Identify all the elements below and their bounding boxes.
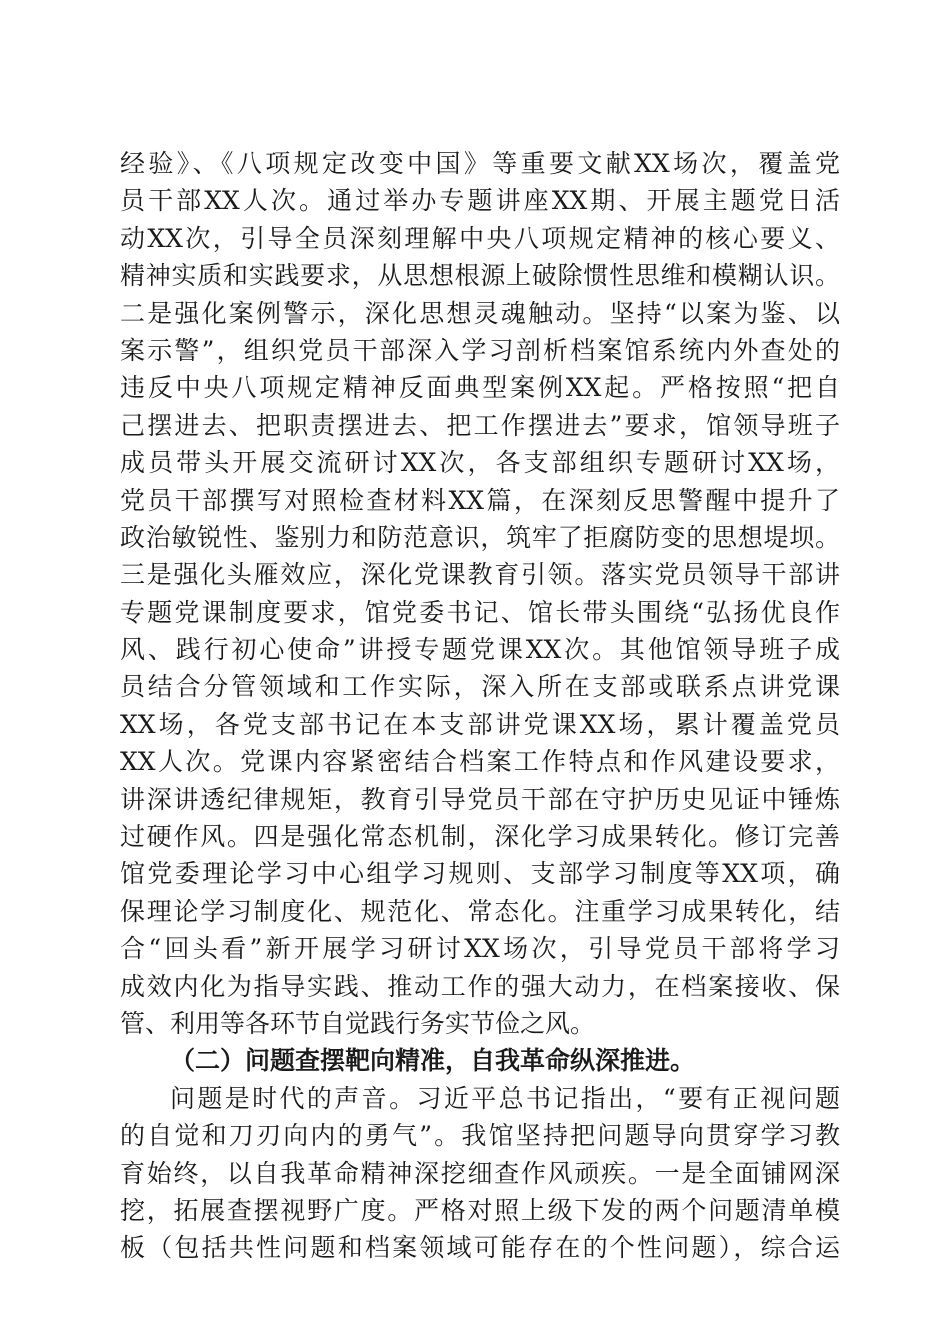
text-line: 馆党委理论学习中心组学习规则、支部学习制度等XX项，确 — [120, 859, 840, 889]
text-line: 员干部XX人次。通过举办专题讲座XX期、开展主题党日活 — [120, 186, 840, 216]
text-line: 政治敏锐性、鉴别力和防范意识，筑牢了拒腐防变的思想堤坝。 — [120, 522, 840, 552]
text-line: 员结合分管领域和工作实际，深入所在支部或联系点讲党课 — [120, 672, 840, 702]
text-line: 合“回头看”新开展学习研讨XX场次，引导党员干部将学习 — [120, 934, 840, 964]
text-line: 风、践行初心使命”讲授专题党课XX次。其他馆领导班子成 — [120, 635, 840, 665]
text-line: 案示警”，组织党员干部深入学习剖析档案馆系统内外查处的 — [120, 335, 840, 365]
body-text — [120, 145, 840, 1267]
text-line: 成效内化为指导实践、推动工作的强大动力，在档案接收、保 — [120, 971, 840, 1001]
text-line: 精神实质和实践要求，从思想根源上破除惯性思维和模糊认识。 — [120, 261, 840, 291]
text-line: 育始终，以自我革命精神深挖细查作风顽疾。一是全面铺网深 — [120, 1158, 840, 1188]
text-line: 挖，拓展查摆视野广度。严格对照上级下发的两个问题清单模 — [120, 1195, 840, 1225]
section-heading: （二）问题查摆靶向精准，自我革命纵深推进。 — [170, 1046, 696, 1076]
text-line: 二是强化案例警示，深化思想灵魂触动。坚持“以案为鉴、以 — [120, 298, 840, 328]
text-line: 的自觉和刀刃向内的勇气”。我馆坚持把问题导向贯穿学习教 — [120, 1121, 840, 1151]
text-line: 过硬作风。四是强化常态机制，深化学习成果转化。修订完善 — [120, 822, 840, 852]
text-line: 板（包括共性问题和档案领域可能存在的个性问题），综合运 — [120, 1233, 840, 1263]
text-line: 己摆进去、把职责摆进去、把工作摆进去”要求，馆领导班子 — [120, 410, 840, 440]
text-line: 问题是时代的声音。习近平总书记指出，“要有正视问题 — [170, 1083, 840, 1113]
text-line: 动XX次，引导全员深刻理解中央八项规定精神的核心要义、 — [120, 223, 840, 253]
text-line: 讲深讲透纪律规矩，教育引导党员干部在守护历史见证中锤炼 — [120, 784, 840, 814]
text-line: 专题党课制度要求，馆党委书记、馆长带头围绕“弘扬优良作 — [120, 597, 840, 627]
text-line: 经验》、《八项规定改变中国》等重要文献XX场次，覆盖党 — [120, 149, 840, 178]
text-line: 违反中央八项规定精神反面典型案例XX起。严格按照“把自 — [120, 373, 840, 403]
text-line: 三是强化头雁效应，深化党课教育引领。落实党员领导干部讲 — [120, 560, 840, 590]
text-line: 党员干部撰写对照检查材料XX篇，在深刻反思警醒中提升了 — [120, 485, 840, 515]
text-line: XX场，各党支部书记在本支部讲党课XX场，累计覆盖党员 — [120, 709, 840, 739]
text-line: XX人次。党课内容紧密结合档案工作特点和作风建设要求， — [120, 747, 840, 777]
text-line: 成员带头开展交流研讨XX次，各支部组织专题研讨XX场， — [120, 448, 840, 478]
text-line: 管、利用等各环节自觉践行务实节俭之风。 — [120, 1008, 596, 1038]
text-line: 保理论学习制度化、规范化、常态化。注重学习成果转化，结 — [120, 896, 840, 926]
